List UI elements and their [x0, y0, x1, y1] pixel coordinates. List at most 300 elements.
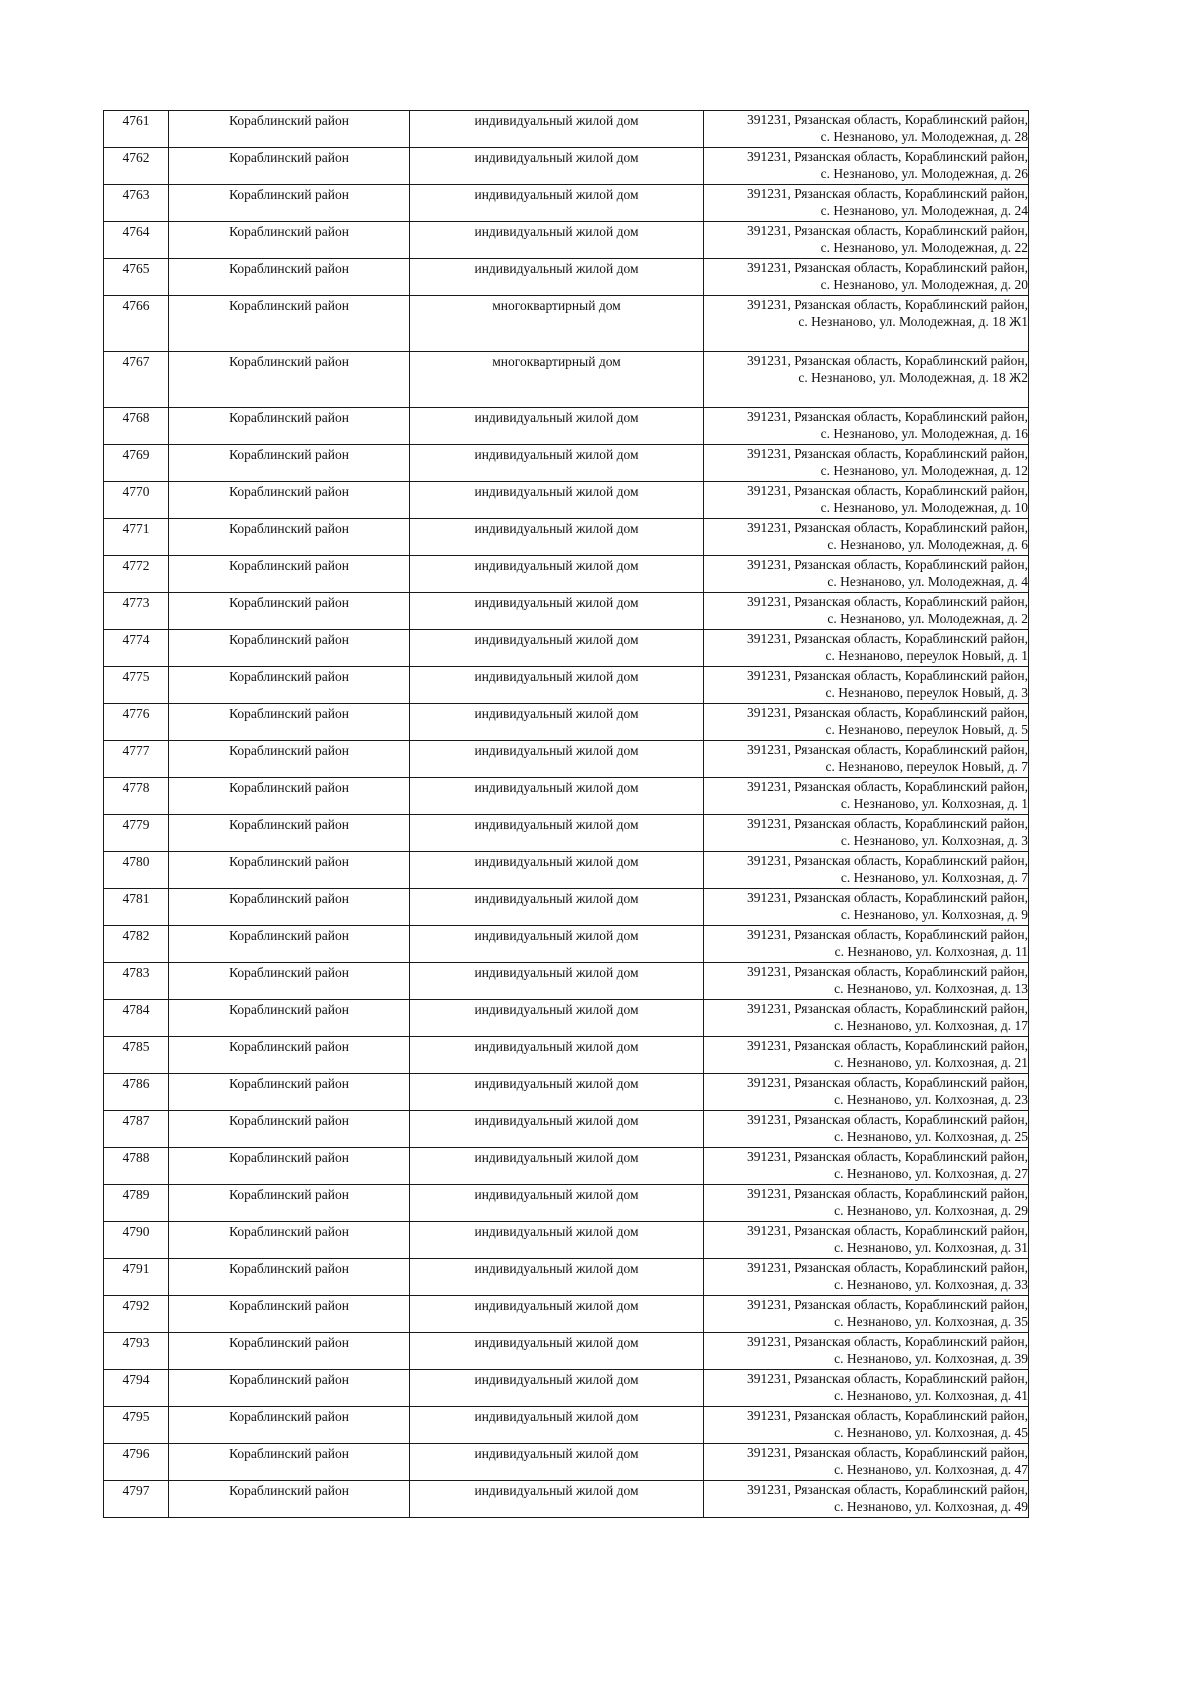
address-cell	[704, 963, 1029, 1000]
row-number-text: 4775	[122, 669, 150, 684]
building-type-cell	[410, 1370, 704, 1407]
address-text: с. Незнаново, ул. Молодежная, д. 24	[820, 203, 1028, 218]
address-text: 391231, Рязанская область, Кораблинский район,	[747, 260, 1028, 275]
address-text: 391231, Рязанская область, Кораблинский район,	[747, 853, 1028, 868]
row-number-cell	[104, 852, 169, 889]
row-number-text: 4773	[122, 595, 150, 610]
address-text: с. Незнаново, переулок Новый, д. 3	[825, 685, 1028, 700]
address-cell	[704, 1185, 1029, 1222]
building-type-text: индивидуальный жилой дом	[474, 447, 639, 462]
building-type-text: индивидуальный жилой дом	[474, 150, 639, 165]
building-type-text: индивидуальный жилой дом	[474, 1039, 639, 1054]
address-text: 391231, Рязанская область, Кораблинский район,	[747, 1038, 1028, 1053]
building-type-text: индивидуальный жилой дом	[474, 1002, 639, 1017]
address-text: 391231, Рязанская область, Кораблинский район,	[747, 631, 1028, 646]
district-cell	[169, 926, 410, 963]
address-text: с. Незнаново, ул. Колхозная, д. 31	[834, 1240, 1028, 1255]
district-text: Кораблинский район	[229, 1483, 349, 1498]
district-cell	[169, 1370, 410, 1407]
address-text: с. Незнаново, ул. Молодежная, д. 22	[820, 240, 1028, 255]
building-type-text: индивидуальный жилой дом	[474, 965, 639, 980]
table-row	[104, 1407, 1029, 1444]
row-number-text: 4787	[122, 1113, 150, 1128]
district-cell	[169, 1037, 410, 1074]
address-text: 391231, Рязанская область, Кораблинский район,	[747, 594, 1028, 609]
building-type-cell	[410, 1000, 704, 1037]
address-cell	[704, 1111, 1029, 1148]
building-type-text: индивидуальный жилой дом	[474, 1483, 639, 1498]
address-text: с. Незнаново, ул. Колхозная, д. 49	[834, 1499, 1028, 1514]
row-number-cell	[104, 352, 169, 408]
row-number-text: 4779	[122, 817, 150, 832]
building-type-text: индивидуальный жилой дом	[474, 1150, 639, 1165]
building-type-text: индивидуальный жилой дом	[474, 780, 639, 795]
table-row	[104, 889, 1029, 926]
building-type-text: индивидуальный жилой дом	[474, 261, 639, 276]
row-number-text: 4776	[122, 706, 150, 721]
building-type-cell	[410, 1259, 704, 1296]
address-cell	[704, 1148, 1029, 1185]
row-number-text: 4774	[122, 632, 150, 647]
address-text: с. Незнаново, ул. Колхозная, д. 23	[834, 1092, 1028, 1107]
row-number-cell	[104, 1074, 169, 1111]
district-cell	[169, 704, 410, 741]
building-type-cell	[410, 630, 704, 667]
row-number-text: 4777	[122, 743, 150, 758]
building-type-cell	[410, 1037, 704, 1074]
address-text: 391231, Рязанская область, Кораблинский район,	[747, 1371, 1028, 1386]
building-type-text: индивидуальный жилой дом	[474, 1409, 639, 1424]
row-number-text: 4790	[122, 1224, 150, 1239]
table-row	[104, 556, 1029, 593]
address-cell	[704, 704, 1029, 741]
row-number-cell	[104, 667, 169, 704]
table-row	[104, 1000, 1029, 1037]
building-type-cell	[410, 926, 704, 963]
row-number-cell	[104, 1333, 169, 1370]
district-text: Кораблинский район	[229, 1224, 349, 1239]
district-text: Кораблинский район	[229, 224, 349, 239]
table-row	[104, 1296, 1029, 1333]
building-type-cell	[410, 1481, 704, 1518]
district-cell	[169, 1444, 410, 1481]
district-text: Кораблинский район	[229, 484, 349, 499]
table-row	[104, 445, 1029, 482]
building-type-cell	[410, 815, 704, 852]
building-type-cell	[410, 778, 704, 815]
address-cell	[704, 741, 1029, 778]
address-cell	[704, 815, 1029, 852]
address-cell	[704, 889, 1029, 926]
building-type-text: индивидуальный жилой дом	[474, 706, 639, 721]
district-text: Кораблинский район	[229, 817, 349, 832]
district-cell	[169, 667, 410, 704]
building-type-text: индивидуальный жилой дом	[474, 1261, 639, 1276]
address-text: с. Незнаново, ул. Колхозная, д. 17	[834, 1018, 1028, 1033]
address-cell	[704, 852, 1029, 889]
row-number-text: 4797	[122, 1483, 150, 1498]
address-text: 391231, Рязанская область, Кораблинский район,	[747, 149, 1028, 164]
table-row	[104, 704, 1029, 741]
district-cell	[169, 352, 410, 408]
row-number-cell	[104, 148, 169, 185]
row-number-text: 4794	[122, 1372, 150, 1387]
row-number-cell	[104, 1481, 169, 1518]
row-number-cell	[104, 408, 169, 445]
building-type-cell	[410, 704, 704, 741]
district-text: Кораблинский район	[229, 928, 349, 943]
building-type-text: индивидуальный жилой дом	[474, 1372, 639, 1387]
table-row	[104, 1481, 1029, 1518]
address-text: 391231, Рязанская область, Кораблинский район,	[747, 1001, 1028, 1016]
table-row	[104, 222, 1029, 259]
address-text: 391231, Рязанская область, Кораблинский район,	[747, 964, 1028, 979]
district-text: Кораблинский район	[229, 632, 349, 647]
address-text: 391231, Рязанская область, Кораблинский район,	[747, 520, 1028, 535]
row-number-text: 4767	[122, 354, 150, 369]
row-number-text: 4765	[122, 261, 150, 276]
building-type-text: индивидуальный жилой дом	[474, 669, 639, 684]
district-cell	[169, 556, 410, 593]
table-row	[104, 1259, 1029, 1296]
row-number-text: 4788	[122, 1150, 150, 1165]
building-type-text: индивидуальный жилой дом	[474, 817, 639, 832]
address-text: с. Незнаново, ул. Молодежная, д. 4	[827, 574, 1028, 589]
row-number-text: 4761	[122, 113, 150, 128]
row-number-cell	[104, 185, 169, 222]
table-row	[104, 111, 1029, 148]
table-body	[104, 111, 1029, 1518]
district-text: Кораблинский район	[229, 891, 349, 906]
building-type-cell	[410, 185, 704, 222]
row-number-cell	[104, 926, 169, 963]
building-type-text: индивидуальный жилой дом	[474, 113, 639, 128]
building-type-cell	[410, 593, 704, 630]
address-text: с. Незнаново, ул. Молодежная, д. 6	[827, 537, 1028, 552]
table-row	[104, 741, 1029, 778]
row-number-text: 4782	[122, 928, 150, 943]
district-cell	[169, 741, 410, 778]
address-cell	[704, 482, 1029, 519]
address-cell	[704, 1222, 1029, 1259]
row-number-cell	[104, 1000, 169, 1037]
address-text: с. Незнаново, ул. Молодежная, д. 16	[820, 426, 1028, 441]
address-text: с. Незнаново, ул. Колхозная, д. 29	[834, 1203, 1028, 1218]
row-number-cell	[104, 593, 169, 630]
address-cell	[704, 445, 1029, 482]
row-number-text: 4778	[122, 780, 150, 795]
row-number-text: 4789	[122, 1187, 150, 1202]
table-row	[104, 1074, 1029, 1111]
address-text: с. Незнаново, ул. Колхозная, д. 35	[834, 1314, 1028, 1329]
district-text: Кораблинский район	[229, 706, 349, 721]
address-text: с. Незнаново, ул. Колхозная, д. 21	[834, 1055, 1028, 1070]
district-cell	[169, 185, 410, 222]
row-number-cell	[104, 222, 169, 259]
row-number-text: 4786	[122, 1076, 150, 1091]
table-row	[104, 1037, 1029, 1074]
address-text: с. Незнаново, ул. Молодежная, д. 18 Ж2	[798, 370, 1028, 385]
address-cell	[704, 222, 1029, 259]
building-type-cell	[410, 408, 704, 445]
district-text: Кораблинский район	[229, 521, 349, 536]
table-row	[104, 926, 1029, 963]
address-text: 391231, Рязанская область, Кораблинский район,	[747, 1223, 1028, 1238]
district-text: Кораблинский район	[229, 113, 349, 128]
row-number-cell	[104, 259, 169, 296]
row-number-text: 4792	[122, 1298, 150, 1313]
address-text: с. Незнаново, ул. Молодежная, д. 26	[820, 166, 1028, 181]
address-text: 391231, Рязанская область, Кораблинский район,	[747, 1075, 1028, 1090]
address-cell	[704, 519, 1029, 556]
building-type-text: индивидуальный жилой дом	[474, 1298, 639, 1313]
building-type-text: индивидуальный жилой дом	[474, 632, 639, 647]
address-cell	[704, 259, 1029, 296]
table-row	[104, 630, 1029, 667]
district-text: Кораблинский район	[229, 1076, 349, 1091]
address-cell	[704, 1407, 1029, 1444]
building-type-cell	[410, 222, 704, 259]
row-number-cell	[104, 1185, 169, 1222]
row-number-cell	[104, 296, 169, 352]
district-text: Кораблинский район	[229, 1150, 349, 1165]
table-row	[104, 352, 1029, 408]
address-text: 391231, Рязанская область, Кораблинский район,	[747, 668, 1028, 683]
address-text: с. Незнаново, ул. Колхозная, д. 7	[840, 870, 1028, 885]
address-text: с. Незнаново, переулок Новый, д. 7	[825, 759, 1028, 774]
district-cell	[169, 1074, 410, 1111]
address-text: 391231, Рязанская область, Кораблинский район,	[747, 1149, 1028, 1164]
building-type-cell	[410, 667, 704, 704]
row-number-text: 4793	[122, 1335, 150, 1350]
address-text: с. Незнаново, ул. Колхозная, д. 27	[834, 1166, 1028, 1181]
building-type-cell	[410, 1407, 704, 1444]
district-text: Кораблинский район	[229, 1298, 349, 1313]
address-text: с. Незнаново, переулок Новый, д. 5	[825, 722, 1028, 737]
address-text: 391231, Рязанская область, Кораблинский район,	[747, 409, 1028, 424]
address-cell	[704, 593, 1029, 630]
row-number-text: 4791	[122, 1261, 150, 1276]
address-cell	[704, 630, 1029, 667]
district-cell	[169, 408, 410, 445]
district-text: Кораблинский район	[229, 1039, 349, 1054]
address-cell	[704, 778, 1029, 815]
district-cell	[169, 889, 410, 926]
district-text: Кораблинский район	[229, 1261, 349, 1276]
row-number-text: 4785	[122, 1039, 150, 1054]
building-type-text: индивидуальный жилой дом	[474, 410, 639, 425]
district-cell	[169, 593, 410, 630]
building-type-text: индивидуальный жилой дом	[474, 1224, 639, 1239]
address-cell	[704, 1259, 1029, 1296]
building-type-cell	[410, 445, 704, 482]
building-type-text: индивидуальный жилой дом	[474, 1446, 639, 1461]
address-text: с. Незнаново, ул. Колхозная, д. 41	[834, 1388, 1028, 1403]
building-type-text: индивидуальный жилой дом	[474, 891, 639, 906]
table-row	[104, 185, 1029, 222]
row-number-cell	[104, 1444, 169, 1481]
row-number-cell	[104, 111, 169, 148]
building-type-cell	[410, 963, 704, 1000]
table-row	[104, 815, 1029, 852]
building-type-cell	[410, 111, 704, 148]
address-cell	[704, 352, 1029, 408]
district-text: Кораблинский район	[229, 854, 349, 869]
building-type-cell	[410, 1111, 704, 1148]
building-type-text: индивидуальный жилой дом	[474, 1187, 639, 1202]
address-cell	[704, 296, 1029, 352]
row-number-cell	[104, 1296, 169, 1333]
row-number-text: 4762	[122, 150, 150, 165]
address-cell	[704, 1037, 1029, 1074]
address-cell	[704, 1481, 1029, 1518]
row-number-text: 4763	[122, 187, 150, 202]
address-text: с. Незнаново, ул. Колхозная, д. 39	[834, 1351, 1028, 1366]
row-number-text: 4772	[122, 558, 150, 573]
district-text: Кораблинский район	[229, 780, 349, 795]
row-number-cell	[104, 445, 169, 482]
district-text: Кораблинский район	[229, 447, 349, 462]
district-text: Кораблинский район	[229, 965, 349, 980]
address-text: 391231, Рязанская область, Кораблинский район,	[747, 223, 1028, 238]
address-cell	[704, 556, 1029, 593]
table-row	[104, 778, 1029, 815]
address-text: 391231, Рязанская область, Кораблинский район,	[747, 557, 1028, 572]
row-number-text: 4766	[122, 298, 150, 313]
district-cell	[169, 296, 410, 352]
address-text: 391231, Рязанская область, Кораблинский район,	[747, 742, 1028, 757]
address-cell	[704, 185, 1029, 222]
building-type-cell	[410, 852, 704, 889]
address-text: 391231, Рязанская область, Кораблинский район,	[747, 186, 1028, 201]
address-text: с. Незнаново, ул. Молодежная, д. 20	[820, 277, 1028, 292]
address-text: с. Незнаново, ул. Колхозная, д. 47	[834, 1462, 1028, 1477]
address-text: 391231, Рязанская область, Кораблинский район,	[747, 446, 1028, 461]
row-number-cell	[104, 630, 169, 667]
address-text: 391231, Рязанская область, Кораблинский район,	[747, 927, 1028, 942]
address-cell	[704, 667, 1029, 704]
row-number-text: 4781	[122, 891, 150, 906]
address-text: с. Незнаново, ул. Колхозная, д. 3	[840, 833, 1028, 848]
district-cell	[169, 1407, 410, 1444]
district-text: Кораблинский район	[229, 1113, 349, 1128]
building-type-text: индивидуальный жилой дом	[474, 1076, 639, 1091]
district-text: Кораблинский район	[229, 261, 349, 276]
address-text: 391231, Рязанская область, Кораблинский район,	[747, 1297, 1028, 1312]
building-type-text: индивидуальный жилой дом	[474, 1335, 639, 1350]
building-type-text: индивидуальный жилой дом	[474, 484, 639, 499]
address-text: с. Незнаново, переулок Новый, д. 1	[825, 648, 1028, 663]
building-type-cell	[410, 1333, 704, 1370]
table-row	[104, 1111, 1029, 1148]
district-cell	[169, 482, 410, 519]
address-cell	[704, 408, 1029, 445]
address-text: с. Незнаново, ул. Молодежная, д. 12	[820, 463, 1028, 478]
address-text: с. Незнаново, ул. Колхозная, д. 1	[840, 796, 1028, 811]
table-row	[104, 963, 1029, 1000]
address-text: 391231, Рязанская область, Кораблинский район,	[747, 353, 1028, 368]
building-type-text: индивидуальный жилой дом	[474, 854, 639, 869]
address-text: 391231, Рязанская область, Кораблинский район,	[747, 1260, 1028, 1275]
district-cell	[169, 815, 410, 852]
address-cell	[704, 1074, 1029, 1111]
row-number-cell	[104, 482, 169, 519]
row-number-text: 4770	[122, 484, 150, 499]
building-type-cell	[410, 259, 704, 296]
address-text: с. Незнаново, ул. Молодежная, д. 28	[820, 129, 1028, 144]
district-cell	[169, 852, 410, 889]
building-type-text: многоквартирный дом	[492, 354, 621, 369]
address-text: с. Незнаново, ул. Молодежная, д. 18 Ж1	[798, 314, 1028, 329]
building-type-text: индивидуальный жилой дом	[474, 224, 639, 239]
building-type-cell	[410, 1296, 704, 1333]
district-cell	[169, 1481, 410, 1518]
address-text: с. Незнаново, ул. Колхозная, д. 45	[834, 1425, 1028, 1440]
address-cell	[704, 1296, 1029, 1333]
row-number-cell	[104, 1037, 169, 1074]
district-cell	[169, 111, 410, 148]
row-number-cell	[104, 1148, 169, 1185]
row-number-cell	[104, 815, 169, 852]
address-text: с. Незнаново, ул. Колхозная, д. 13	[834, 981, 1028, 996]
district-cell	[169, 1148, 410, 1185]
building-type-cell	[410, 148, 704, 185]
district-cell	[169, 1296, 410, 1333]
address-cell	[704, 926, 1029, 963]
table-row	[104, 593, 1029, 630]
district-cell	[169, 259, 410, 296]
table-row	[104, 852, 1029, 889]
address-text: 391231, Рязанская область, Кораблинский район,	[747, 483, 1028, 498]
table-row	[104, 1222, 1029, 1259]
district-text: Кораблинский район	[229, 1372, 349, 1387]
district-text: Кораблинский район	[229, 150, 349, 165]
row-number-cell	[104, 519, 169, 556]
row-number-text: 4796	[122, 1446, 150, 1461]
district-cell	[169, 222, 410, 259]
row-number-text: 4771	[122, 521, 150, 536]
district-cell	[169, 1000, 410, 1037]
building-type-cell	[410, 1185, 704, 1222]
row-number-text: 4795	[122, 1409, 150, 1424]
table-row	[104, 408, 1029, 445]
address-text: 391231, Рязанская область, Кораблинский район,	[747, 705, 1028, 720]
table-row	[104, 1370, 1029, 1407]
housing-register-table	[103, 110, 1029, 1518]
table-row	[104, 259, 1029, 296]
building-type-text: индивидуальный жилой дом	[474, 595, 639, 610]
building-type-text: индивидуальный жилой дом	[474, 1113, 639, 1128]
address-text: 391231, Рязанская область, Кораблинский район,	[747, 1482, 1028, 1497]
address-text: с. Незнаново, ул. Молодежная, д. 10	[820, 500, 1028, 515]
building-type-cell	[410, 1148, 704, 1185]
district-cell	[169, 1259, 410, 1296]
table-row	[104, 1185, 1029, 1222]
building-type-cell	[410, 1074, 704, 1111]
building-type-text: индивидуальный жилой дом	[474, 743, 639, 758]
row-number-cell	[104, 741, 169, 778]
row-number-text: 4780	[122, 854, 150, 869]
building-type-cell	[410, 889, 704, 926]
address-cell	[704, 1444, 1029, 1481]
address-text: с. Незнаново, ул. Колхозная, д. 9	[840, 907, 1028, 922]
table-row	[104, 667, 1029, 704]
table-row	[104, 1444, 1029, 1481]
building-type-text: индивидуальный жилой дом	[474, 521, 639, 536]
building-type-text: индивидуальный жилой дом	[474, 928, 639, 943]
district-text: Кораблинский район	[229, 1409, 349, 1424]
address-cell	[704, 1000, 1029, 1037]
